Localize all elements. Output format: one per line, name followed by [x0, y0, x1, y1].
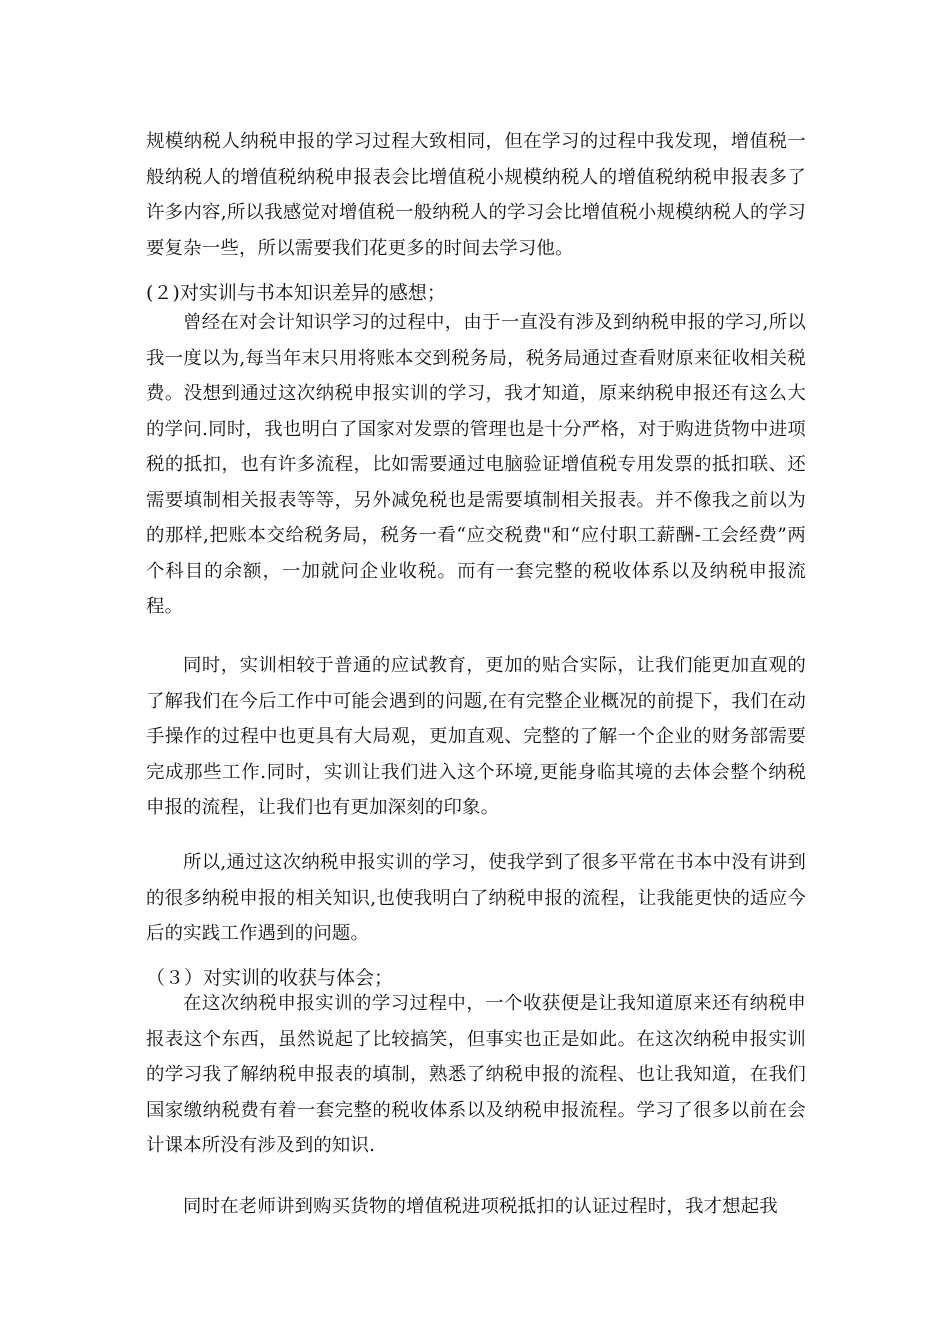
paragraph-practical-training: 同时，实训相较于普通的应试教育，更加的贴合实际，让我们能更加直观的了解我们在今后工作中可能会遇到的问题,在有完整企业概况的前提下，我们在动手操作的过程中也更具有大局观，更加直观、完整的了解一个企业的财务部需要完成那些工作.同时，实训让我们进入这个环境,更能身临其境的去体会整个纳税申报的流程，让我们也有更加深刻的印象。 [146, 655, 806, 818]
paragraph-training-vs-books: 曾经在对会计知识学习的过程中，由于一直没有涉及到纳税申报的学习,所以我一度以为,每当年末只用将账本交到税务局，税务局通过查看财原来征收相关税费。没想到通过这次纳税申报实训的学习，我才知道，原来纳税申报还有这么大的学问.同时，我也明白了国家对发票的管理也是十分严格，对于购进货物中进项税的抵扣，也有许多流程，比如需要通过电脑验证增值税专用发票的抵扣联、还需要填制相关报表等等，另外减免税也是需要填制相关报表。并不像我之前以为的那样,把账本交给税务局，税务一看“应交税费"和“应付职工薪酬-工会经费”两个科目的余额，一加就问企业收税。而有一套完整的税收体系以及纳税申报流程。 [146, 312, 806, 617]
section-heading-2: (２)对实训与书本知识差异的感想； [146, 282, 446, 304]
paragraph-conclusion: 所以,通过这次纳税申报实训的学习，使我学到了很多平常在书本中没有讲到的很多纳税申报的相关知识,也使我明白了纳税申报的流程，让我能更快的适应今后的实践工作遇到的问题。 [146, 852, 806, 944]
section-heading-3: （３）对实训的收获与体会； [146, 967, 394, 989]
paragraph-gains: 在这次纳税申报实训的学习过程中，一个收获便是让我知道原来还有纳税申报表这个东西，虽然说起了比较搞笑，但事实也正是如此。在这次纳税申报实训的学习我了解纳税申报表的填制，熟悉了纳税申报的流程、也让我知道，在我们国家缴纳税费有着一套完整的税收体系以及纳税申报流程。学习了很多以前在会计课本所没有涉及到的知识. [146, 993, 806, 1156]
paragraph-continuation: 规模纳税人纳税申报的学习过程大致相同，但在学习的过程中我发现，增值税一般纳税人的增值税纳税申报表会比增值税小规模纳税人的增值税纳税申报表多了许多内容,所以我感觉对增值税一般纳税人的学习会比增值税小规模纳税人的学习要复杂一些，所以需要我们花更多的时间去学习他。 [146, 131, 806, 259]
paragraph-teacher-explanation: 同时在老师讲到购买货物的增值税进项税抵扣的认证过程时，我才想起我 [183, 1196, 778, 1217]
